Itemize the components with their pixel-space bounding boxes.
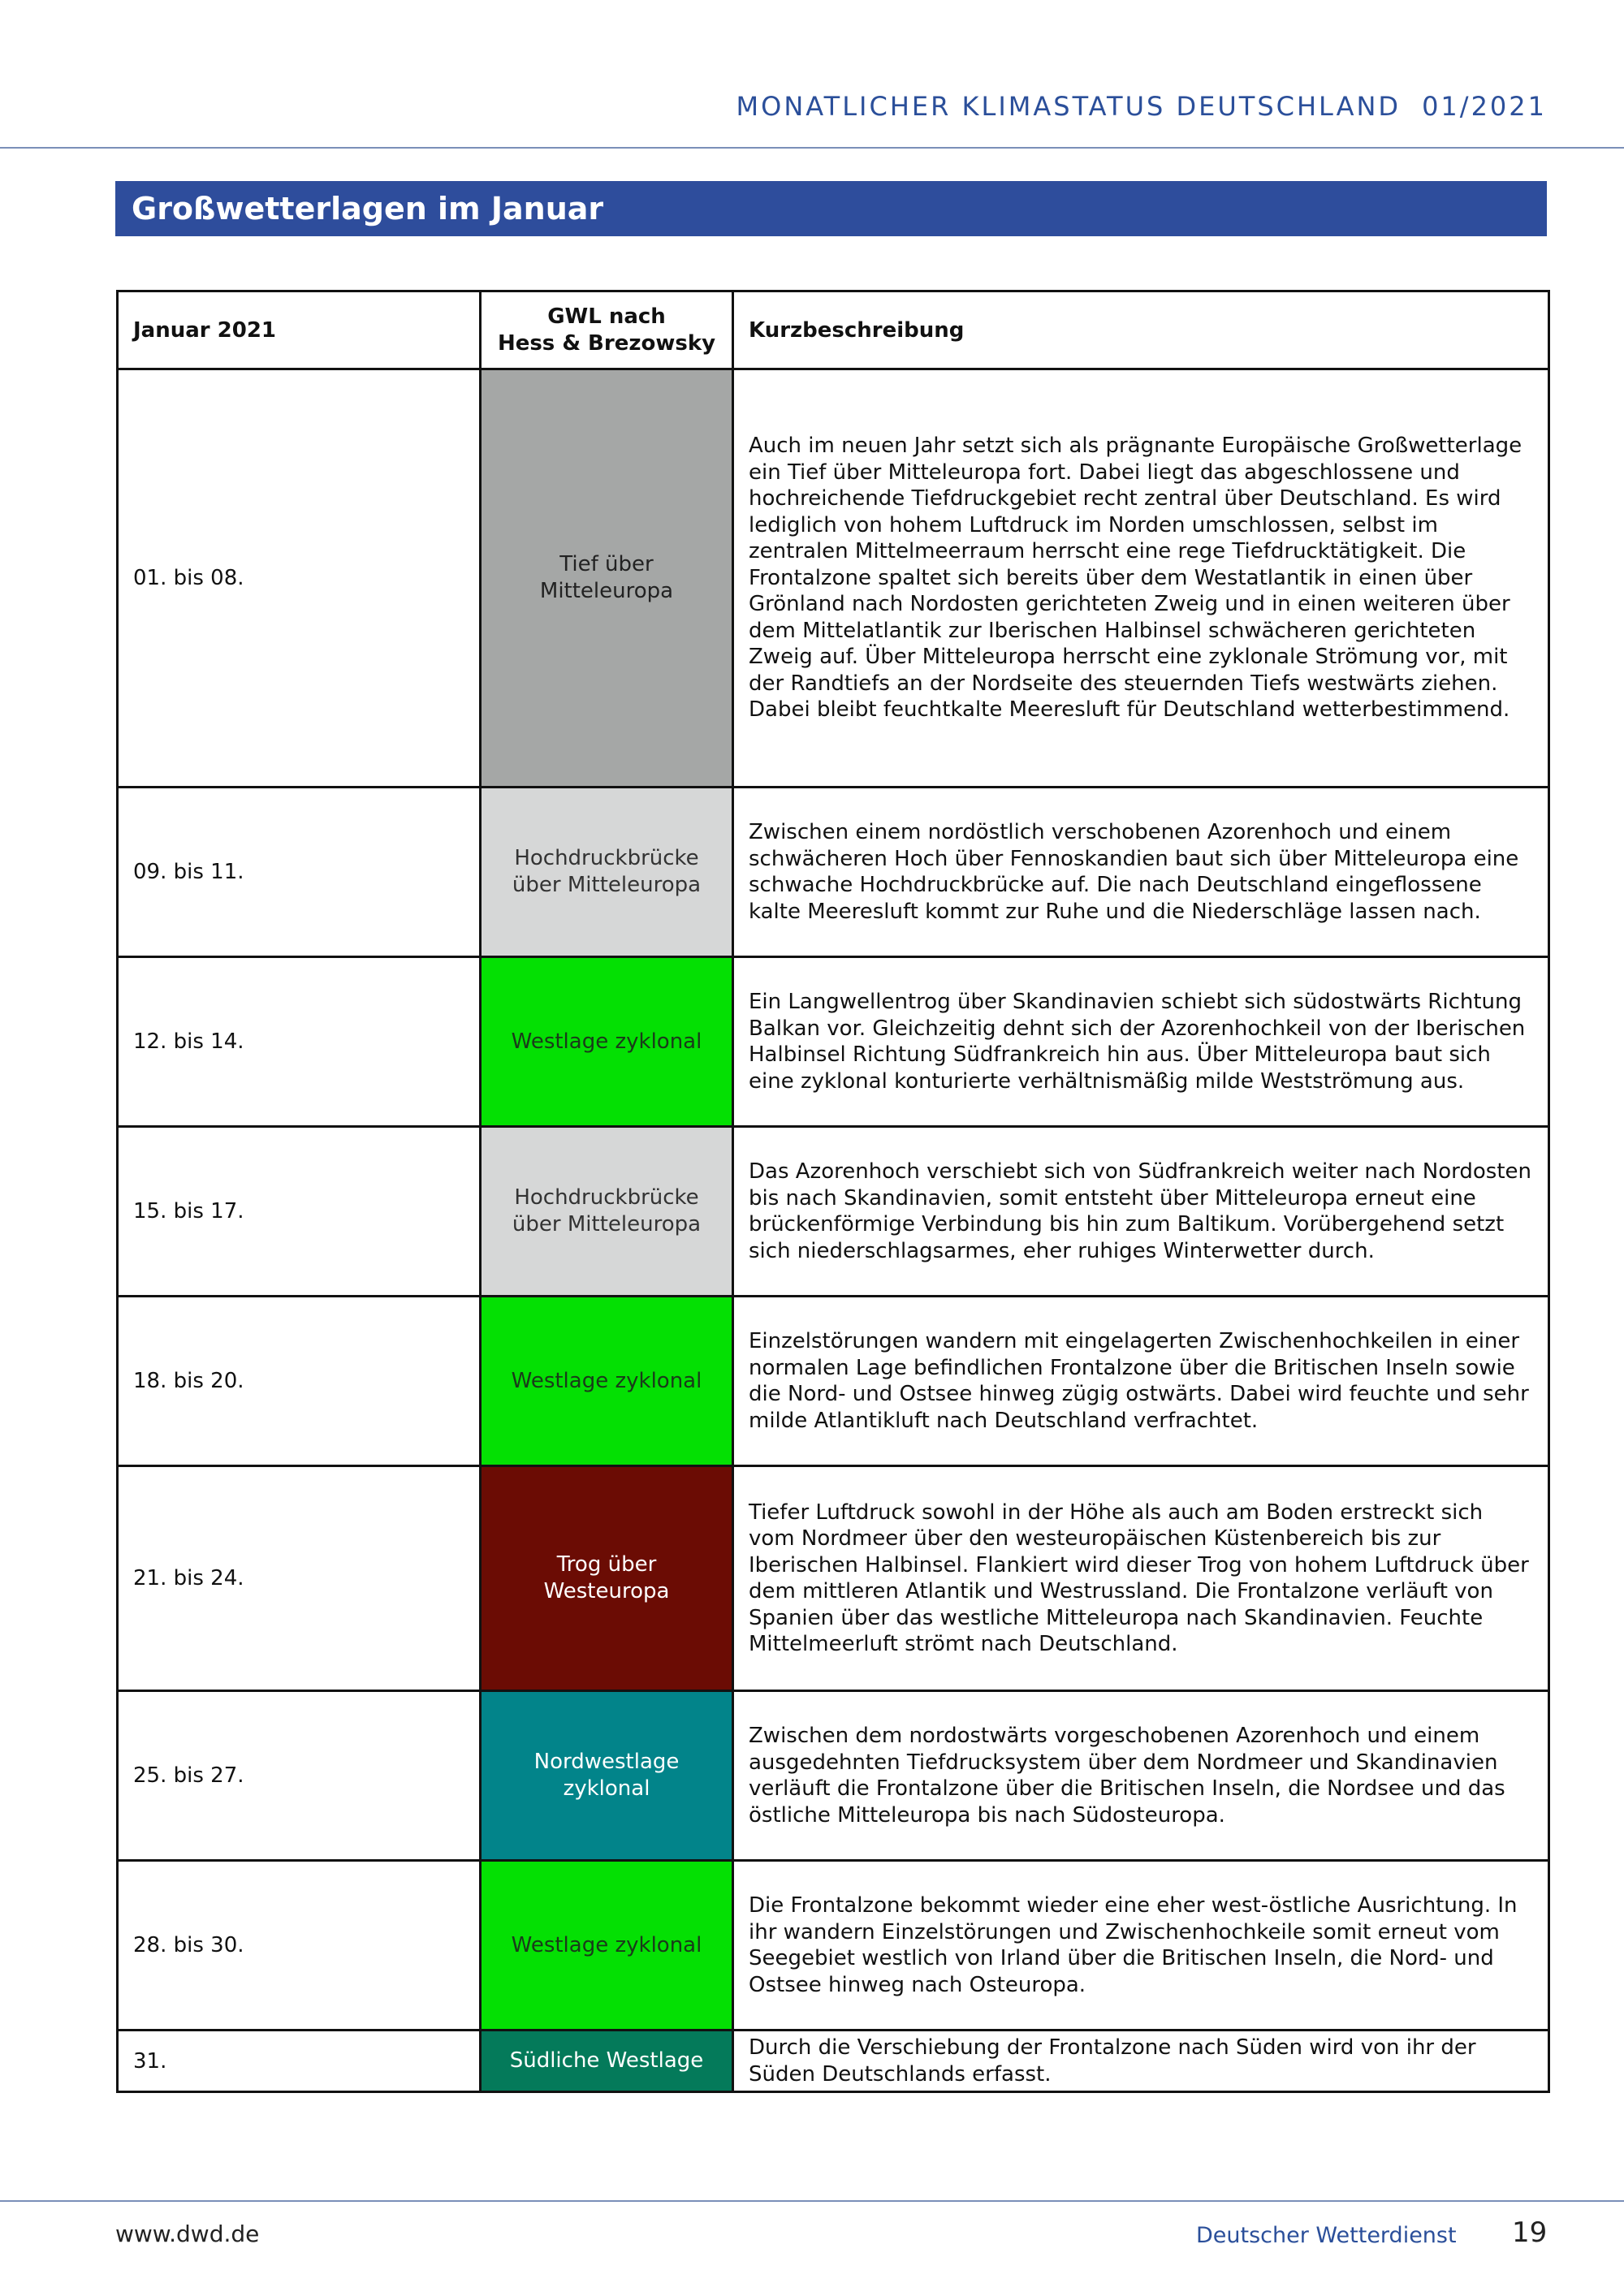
- gwl-type-line1: Hochdruckbrücke: [514, 1185, 699, 1210]
- page-number: 19: [1512, 2216, 1548, 2249]
- header-divider: [0, 147, 1624, 149]
- row-description: Zwischen dem nordostwärts vorgeschobenen Azorenhoch und einem ausgedehnten Tiefdrucksystem über dem Nordmeer und Skandinavien verläuft die Frontalzone über die Britischen Inseln, die Nordsee und das östliche Mitteleuropa bis nach Südosteuropa.: [733, 1691, 1549, 1861]
- gwl-type-cell: [481, 1127, 733, 1297]
- table-row: [118, 369, 1549, 788]
- row-period: 21. bis 24.: [118, 1466, 481, 1691]
- header-period: Januar 2021: [118, 291, 481, 369]
- gwl-type-line1: Hochdruckbrücke: [514, 846, 699, 870]
- footer-website-link[interactable]: www.dwd.de: [115, 2220, 260, 2247]
- gwl-type-cell: [481, 957, 733, 1127]
- gwl-type-cell: [481, 2031, 733, 2092]
- row-description: Einzelstörungen wandern mit eingelagerten Zwischenhochkeilen in einer normalen Lage befindlichen Frontalzone über die Britischen Inseln sowie die Nord- und Ostsee hinweg zügig ostwärts. Dabei wird feuchte und sehr milde Atlantikluft nach Deutschland verfrachtet.: [733, 1297, 1549, 1466]
- table-row: [118, 788, 1549, 957]
- table-row: [118, 1691, 1549, 1861]
- row-description: Die Frontalzone bekommt wieder eine eher west-östliche Ausrichtung. In ihr wandern Einzelstörungen und Zwischenhochkeile somit erneut vom Seegebiet westlich von Irland über die Britischen Inseln, die Nord- und Ostsee hinweg nach Osteuropa.: [733, 1861, 1549, 2031]
- table-row: [118, 1297, 1549, 1466]
- gwl-type-line1: Tief über: [559, 552, 654, 576]
- row-period: 09. bis 11.: [118, 788, 481, 957]
- footer-divider: [0, 2200, 1624, 2202]
- row-period: 15. bis 17.: [118, 1127, 481, 1297]
- gwl-type-cell: [481, 1297, 733, 1466]
- row-description: Tiefer Luftdruck sowohl in der Höhe als auch am Boden erstreckt sich vom Nordmeer über den westeuropäischen Küstenbereich bis zur Iberischen Halbinsel. Flankiert wird dieser Trog von hohem Luftdruck über dem mittleren Atlantik und Westrussland. Die Frontalzone verläuft von Spanien über das westliche Mitteleuropa nach Skandinavien. Feuchte Mittelmeerluft strömt nach Deutschland.: [733, 1466, 1549, 1691]
- header-gwl: [481, 291, 733, 369]
- gwl-type-line2: über Mitteleuropa: [512, 873, 702, 897]
- section-title: Großwetterlagen im Januar: [115, 181, 1547, 236]
- gwl-type-line1: Trog über: [556, 1552, 657, 1577]
- report-issue: 01/2021: [1422, 91, 1547, 122]
- report-title: MONATLICHER KLIMASTATUS DEUTSCHLAND: [736, 91, 1402, 122]
- gwl-type-line2: über Mitteleuropa: [512, 1212, 702, 1236]
- gwl-type-line1: Südliche Westlage: [509, 2048, 704, 2073]
- gwl-type-cell: [481, 1466, 733, 1691]
- row-description: Das Azorenhoch verschiebt sich von Südfrankreich weiter nach Nordosten bis nach Skandinavien, somit entsteht über Mitteleuropa erneut eine brückenförmige Verbindung bis hin zum Baltikum. Vorübergehend setzt sich niederschlagsarmes, eher ruhiges Winterwetter durch.: [733, 1127, 1549, 1297]
- table-row: [118, 1466, 1549, 1691]
- gwl-type-cell: [481, 369, 733, 788]
- table-row: [118, 957, 1549, 1127]
- row-period: 25. bis 27.: [118, 1691, 481, 1861]
- row-description: Durch die Verschiebung der Frontalzone nach Süden wird von ihr der Süden Deutschlands erfasst.: [733, 2031, 1549, 2092]
- gwl-type-line2: Mitteleuropa: [539, 579, 674, 603]
- gwl-type-line1: Westlage zyklonal: [511, 1932, 702, 1957]
- gwl-type-line1: Westlage zyklonal: [511, 1368, 702, 1393]
- row-period: 18. bis 20.: [118, 1297, 481, 1466]
- table-row: [118, 1861, 1549, 2031]
- row-description: Auch im neuen Jahr setzt sich als prägnante Europäische Großwetterlage ein Tief über Mitteleuropa fort. Dabei liegt das abgeschlossene und hochreichende Tiefdruckgebiet recht zentral über Deutschland. Es wird lediglich von hohem Luftdruck im Norden umschlossen, selbst im zentralen Mittelmeerraum herrscht eine rege Tiefdrucktätigkeit. Die Frontalzone spaltet sich bereits über dem Westatlantik in einen über Grönland nach Nordosten gerichteten Zweig und in einen weiteren über dem Mittelatlantik zur Iberischen Halbinsel schwächeren gerichteten Zweig auf. Über Mitteleuropa herrscht eine zyklonale Strömung vor, mit der Randtiefs an der Nordseite des steuernden Tiefs westwärts ziehen. Dabei bleibt feuchtkalte Meeresluft für Deutschland wetterbestimmend.: [733, 369, 1549, 788]
- row-period: 28. bis 30.: [118, 1861, 481, 2031]
- row-period: 31.: [118, 2031, 481, 2092]
- header-gwl-line1: GWL nach: [547, 304, 666, 329]
- table-row: [118, 2031, 1549, 2092]
- row-description: Ein Langwellentrog über Skandinavien schiebt sich südostwärts Richtung Balkan vor. Gleichzeitig dehnt sich der Azorenhochkeil von der Iberischen Halbinsel Richtung Südfrankreich hin aus. Über Mitteleuropa baut sich eine zyklonal konturierte verhältnismäßig milde Westströmung aus.: [733, 957, 1549, 1127]
- report-header: [736, 91, 1547, 122]
- gwl-type-cell: [481, 1691, 733, 1861]
- row-period: 01. bis 08.: [118, 369, 481, 788]
- footer-publisher: Deutscher Wetterdienst: [1196, 2223, 1457, 2248]
- gwl-type-cell: [481, 1861, 733, 2031]
- header-gwl-line2: Hess & Brezowsky: [497, 330, 716, 356]
- row-period: 12. bis 14.: [118, 957, 481, 1127]
- gwl-type-line1: Nordwestlage zyklonal: [533, 1750, 680, 1801]
- gwl-type-line1: Westlage zyklonal: [511, 1029, 702, 1054]
- gwl-type-line2: Westeuropa: [543, 1579, 670, 1603]
- row-description: Zwischen einem nordöstlich verschobenen Azorenhoch und einem schwächeren Hoch über Fennoskandien baut sich über Mitteleuropa eine schwache Hochdruckbrücke auf. Die nach Deutschland eingeflossene kalte Meeresluft kommt zur Ruhe und die Niederschläge lassen nach.: [733, 788, 1549, 957]
- header-description: Kurzbeschreibung: [733, 291, 1549, 369]
- weather-pattern-table: [116, 290, 1550, 2093]
- table-row: [118, 1127, 1549, 1297]
- gwl-type-cell: [481, 788, 733, 957]
- table-header-row: [118, 291, 1549, 369]
